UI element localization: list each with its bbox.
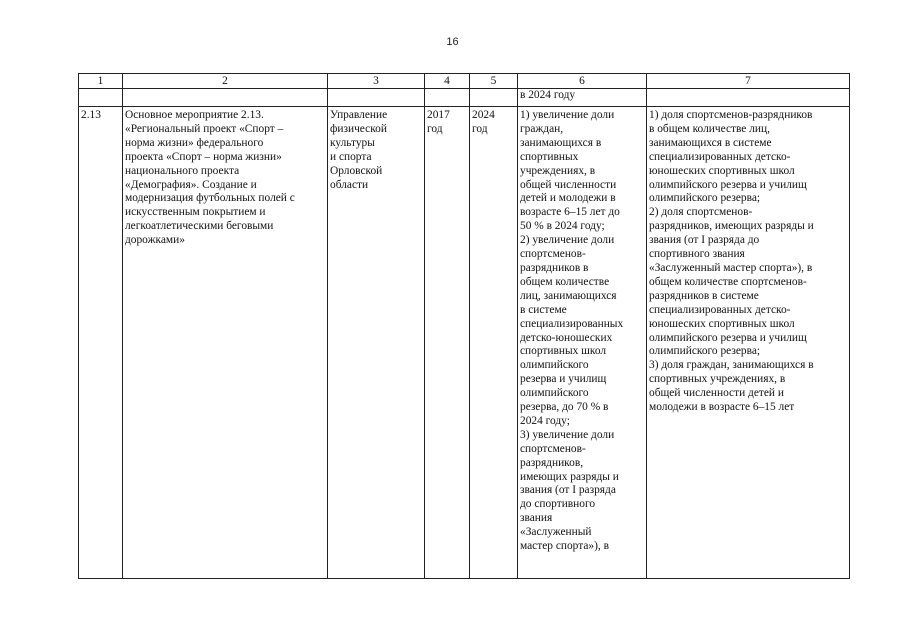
row-number: 2.13 <box>81 109 101 121</box>
results-text: 1) увеличение доли граждан, занимающихся в спортивных учреждениях, в общей численности детей и молодежи в возрасте 6–15 лет до 50 % в 2024 году; 2) увеличение доли спортсменов- разрядников в общем количестве лиц, занимающихся в системе специализированных детско-юношеских спортивных школ олимпийского резерва и училищ олимпийского резерва, до 70 % в 2024 году; 3) увеличение доли спортсменов- разрядников, имеющих разряды и звания (от I разряда до спортивного звания «Заслуженный мастер спорта»), в <box>520 109 624 553</box>
start-year-cell <box>425 107 470 579</box>
header-cell-1: 1 <box>79 74 123 89</box>
cont-cell-7 <box>647 89 850 107</box>
cont-cell-1 <box>79 89 123 107</box>
header-cell-3: 3 <box>328 74 425 89</box>
executor-text: Управление физической культуры и спорта Орловской области <box>330 109 388 191</box>
start-year: 2017 год <box>427 109 450 135</box>
header-cell-2: 2 <box>123 74 328 89</box>
indicators-text: 1) доля спортсменов-разрядников в общем количестве лиц, занимающихся в системе специализированных детско- юношеских спортивных школ олимпийского резерва и училищ олимпийского резерва; 2) доля спортсменов- разрядников, имеющих разряды и звания (от I разряда до спортивного звания «Заслуженный мастер спорта»), в общем количестве спортсменов- разрядников в системе специализированных детско- юношеских спортивных школ олимпийского резерва и училищ олимпийского резерва; 3) доля граждан, занимающихся в спортивных учреждениях, в общей численности детей и молодежи в возрасте 6–15 лет <box>649 109 814 414</box>
header-cell-4: 4 <box>425 74 470 89</box>
table-row-2-13 <box>79 107 850 579</box>
row-number-cell <box>79 107 123 579</box>
cont-cell-5 <box>470 89 518 107</box>
header-cell-7: 7 <box>647 74 850 89</box>
indicators-cell <box>647 107 850 579</box>
cont-cell-2 <box>123 89 328 107</box>
results-continuation-text: в 2024 году <box>520 89 576 101</box>
cont-cell-3 <box>328 89 425 107</box>
page-number: 16 <box>446 36 459 48</box>
event-cell <box>123 107 328 579</box>
table-header-row <box>79 74 850 89</box>
end-year: 2024 год <box>472 109 495 135</box>
end-year-cell <box>470 107 518 579</box>
cont-cell-4 <box>425 89 470 107</box>
header-cell-5: 5 <box>470 74 518 89</box>
results-cell <box>518 107 647 579</box>
table-row-continuation <box>79 89 850 107</box>
program-table <box>78 73 850 579</box>
cont-cell-results <box>518 89 647 107</box>
executor-cell <box>328 107 425 579</box>
header-cell-6: 6 <box>518 74 647 89</box>
event-text: Основное мероприятие 2.13. «Региональный проект «Спорт – норма жизни» федерального проекта «Спорт – норма жизни» национального проекта «Демография». Создание и модернизация футбольных полей с искусственным покрытием и легкоатлетическими беговыми дорожками» <box>125 109 295 247</box>
